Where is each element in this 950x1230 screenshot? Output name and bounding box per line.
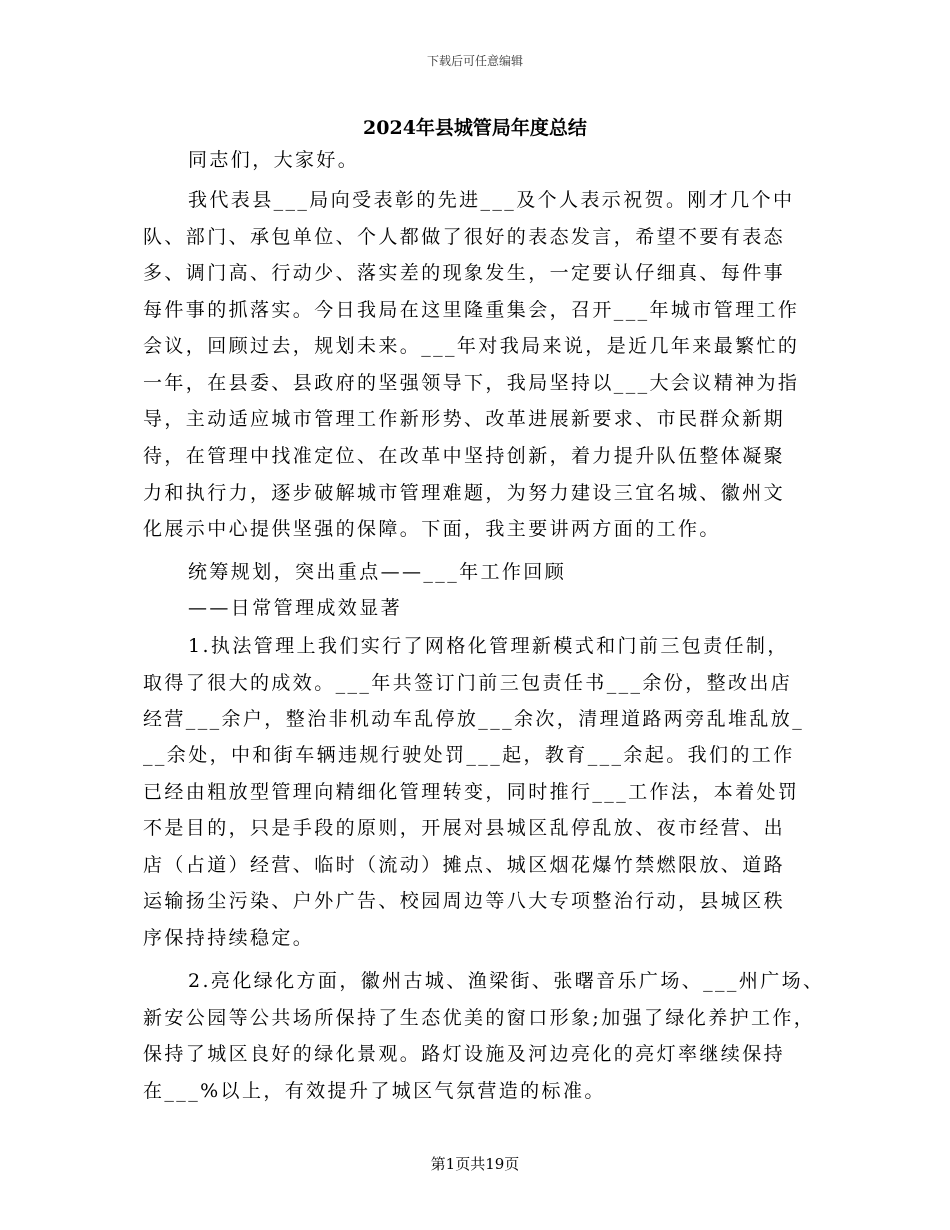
section-heading: 统筹规划，突出重点——___年工作回顾	[188, 561, 567, 583]
subsection-heading: ——日常管理成效显著	[188, 597, 403, 619]
body-line: 多、调门高、行动少、落实差的现象发生，一定要认仔细真、每件事	[143, 262, 786, 284]
body-line: 化展示中心提供坚强的保障。下面，我主要讲两方面的工作。	[143, 518, 721, 540]
body-line: 1.执法管理上我们实行了网格化管理新模式和门前三包责任制，	[188, 635, 789, 657]
body-line: 2.亮化绿化方面，徽州古城、渔梁街、张曙音乐广场、___州广场、	[188, 970, 825, 992]
body-line: 店（占道）经营、临时（流动）摊点、城区烟花爆竹禁燃限放、道路	[143, 854, 786, 876]
body-line: 力和执行力，逐步破解城市管理难题，为努力建设三宜名城、徽州文	[143, 482, 786, 504]
body-line: 同志们，大家好。	[188, 149, 360, 171]
body-line: 序保持持续稳定。	[143, 927, 315, 949]
body-line: 新安公园等公共场所保持了生态优美的窗口形象;加强了绿化养护工作，	[143, 1007, 816, 1029]
page-header-note: 下载后可任意编辑	[426, 54, 523, 68]
body-line: 在___%以上，有效提升了城区气氛营造的标准。	[143, 1080, 606, 1102]
body-line: 导，主动适应城市管理工作新形势、改革进展新要求、市民群众新期	[143, 408, 786, 430]
body-line: __余处，中和街车辆违规行驶处罚___起，教育___余起。我们的工作	[143, 744, 795, 766]
body-line: 运输扬尘污染、户外广告、校园周边等八大专项整治行动，县城区秩	[143, 890, 786, 912]
body-line: 待，在管理中找准定位、在改革中坚持创新，着力提升队伍整体凝聚	[143, 445, 786, 467]
body-line: 经营___余户，整治非机动车乱停放___余次，清理道路两旁乱堆乱放_	[143, 708, 805, 730]
body-line: 队、部门、承包单位、个人都做了很好的表态发言，希望不要有表态	[143, 226, 786, 248]
body-line: 一年，在县委、县政府的坚强领导下，我局坚持以___大会议精神为指	[143, 372, 800, 394]
body-line: 会议，回顾过去，规划未来。___年对我局来说，是近几年来最繁忙的	[143, 335, 800, 357]
body-line: 已经由粗放型管理向精细化管理转变，同时推行___工作法，本着处罚	[143, 781, 800, 803]
body-line: 保持了城区良好的绿化景观。路灯设施及河边亮化的亮灯率继续保持	[143, 1043, 786, 1065]
page-number: 第1页共19页	[430, 1155, 520, 1173]
body-line: 每件事的抓落实。今日我局在这里隆重集会，召开___年城市管理工作	[143, 299, 800, 321]
body-line: 我代表县___局向受表彰的先进___及个人表示祝贺。刚才几个中	[188, 189, 795, 211]
document-title: 2024年县城管局年度总结	[363, 117, 587, 139]
body-line: 不是目的，只是手段的原则，开展对县城区乱停乱放、夜市经营、出	[143, 817, 786, 839]
body-line: 取得了很大的成效。___年共签订门前三包责任书___余份，整改出店	[143, 672, 793, 694]
